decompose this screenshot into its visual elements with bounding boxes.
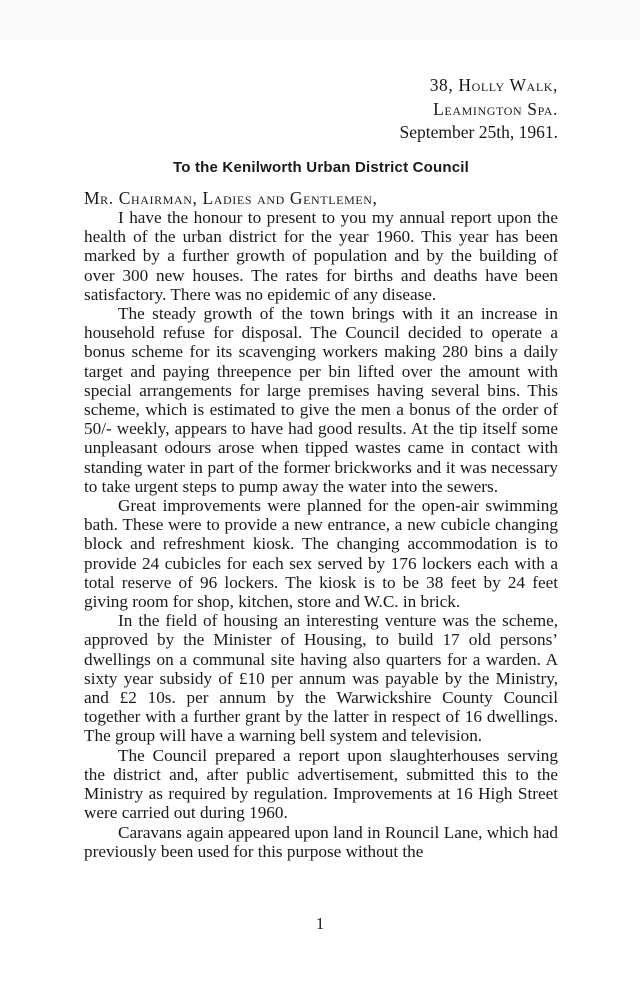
paragraph: The steady growth of the town brings with it an increase in household refuse for disposal. The Council decided to operate a bonus scheme for its scavenging workers making 280 bins a daily target and paying threepence per bin lifted over the amount with special arrangements for large premises having several bins. This scheme, which is estimated to give the men a bonus of the order of 50/- weekly, appears to have had good results. At the tip itself some unpleasant odours arose when tipped wastes came in contact with standing water in part of the former brickworks and it was necessary to take urgent steps to pump away the water into the sewers. (84, 304, 558, 496)
salutation: Mr. Chairman, Ladies and Gentlemen, (84, 188, 378, 208)
letter-date: September 25th, 1961. (399, 122, 558, 142)
paragraph: In the field of housing an interesting venture was the scheme, approved by the Minister of Housing, to build 17 old persons’ dwellings on a communal site having also quarters for a warden. A sixty year subsidy of £10 per annum was payable by the Ministry, and £2 10s. per annum by the Warwickshire County Council together with a further grant by the latter in respect of 16 dwellings. The group will have a warning bell system and television. (84, 611, 558, 746)
address-town: Leamington Spa. (433, 98, 558, 119)
page-number: 1 (315, 914, 325, 933)
report-body (84, 208, 558, 861)
paragraph: Great improvements were planned for the open-air swimming bath. These were to provide a new entrance, a new cubicle changing block and refreshment kiosk. The changing accommodation is to provide 24 cubicles for each sex served by 176 lockers each with a total reserve of 96 lockers. The kiosk is to be 38 feet by 24 feet giving room for shop, kitchen, store and W.C. in brick. (84, 496, 558, 612)
address-street: 38, Holly Walk, (429, 75, 558, 95)
paragraph: The Council prepared a report upon slaughterhouses serving the district and, after public advertisement, submitted this to the Ministry as required by regulation. Improvements at 16 High Street were carried out during 1960. (84, 745, 558, 823)
paragraph: Caravans again appeared upon land in Rouncil Lane, which had previously been used for this purpose without the (84, 822, 558, 861)
page-top-shade (0, 0, 640, 40)
sender-address (400, 74, 558, 145)
paragraph: I have the honour to present to you my annual report upon the health of the urban district for the year 1960. This year has been marked by a further growth of population and by the building of over 300 new houses. The rates for births and deaths have been satisfactory. There was no epidemic of any disease. (84, 208, 558, 304)
letter-heading: To the Kenilworth Urban District Council (172, 159, 470, 176)
